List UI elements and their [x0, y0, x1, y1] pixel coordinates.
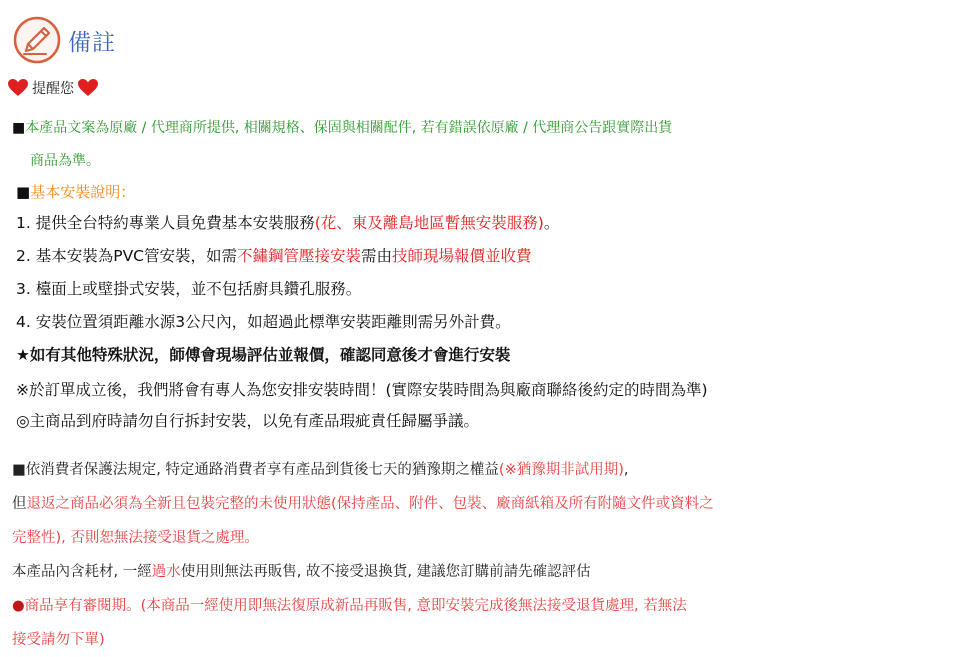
square-bullet: ■ — [12, 120, 26, 136]
policy-line-6: 接受請勿下單) — [12, 632, 105, 648]
note-schedule: ※於訂單成立後，我們將會有專人為您安排安裝時間！(實際安裝時間為與廠商聯絡後約定的時間為準) — [16, 381, 708, 399]
install-item-2 — [16, 240, 559, 273]
item-text: 2. 基本安裝為PVC管安裝，如需 — [16, 247, 237, 265]
policy-highlight: 退返之商品必須為全新且包裝完整的未使用狀態(保持產品、附件、包裝、廠商紙箱及所有附隨文件或資料之 — [26, 496, 714, 512]
heart-icon — [78, 79, 98, 97]
item-text-mid: 需由 — [361, 247, 393, 265]
policy-text: 使用則無法再販售, 故不接受退換貨, 建議您訂購前請先確認評估 — [180, 564, 591, 580]
install-special-note: ★如有其他特殊狀況，師傅會現場評估並報價，確認同意後才會進行安裝 — [16, 346, 511, 364]
note-unboxing: ◎主商品到府時請勿自行拆封安裝，以免有產品瑕疵責任歸屬爭議。 — [16, 412, 480, 430]
disclaimer-paragraph — [12, 112, 952, 178]
notes-header — [12, 14, 116, 66]
install-title-text: 基本安裝說明： — [30, 183, 136, 201]
item-highlight-2: 技師現場報價並收費 — [392, 247, 532, 265]
disclaimer-line-1 — [12, 112, 952, 145]
policy-highlight: (※猶豫期非試用期) — [498, 462, 624, 478]
policy-text: ■依消費者保護法規定, 特定通路消費者享有產品到貨後七天的猶豫期之權益 — [12, 462, 499, 478]
disclaimer-line-2: 商品為準。 — [30, 153, 100, 169]
install-list — [16, 207, 559, 372]
install-section-title — [16, 181, 135, 202]
policy-text: 但 — [12, 496, 27, 512]
reminder-text: 提醒您 — [32, 81, 74, 97]
item-highlight: 不鏽鋼管壓接安裝 — [237, 247, 362, 265]
policy-line-1 — [12, 453, 714, 487]
item-text-end: 。 — [543, 214, 560, 232]
policy-line-4 — [12, 555, 714, 589]
red-dot-icon: ● — [12, 598, 25, 614]
policy-text: , — [623, 462, 629, 478]
disclaimer-text: 本產品文案為原廠 / 代理商所提供, 相關規格、保固與相關配件, 若有錯誤依原廠 / 代理商公告跟實際出貨 — [25, 120, 673, 136]
policy-highlight: 過水 — [151, 564, 181, 580]
notes-block — [16, 375, 708, 437]
reminder-line — [8, 78, 98, 98]
heart-icon — [8, 79, 28, 97]
pencil-icon — [12, 15, 62, 65]
policy-text: 本產品內含耗材, 一經 — [12, 564, 152, 580]
install-item-1 — [16, 207, 559, 240]
policy-line-2 — [12, 487, 714, 521]
return-policy — [12, 453, 714, 657]
policy-highlight: 商品享有審閱期。(本商品一經使用即無法復原成新品再販售, 意即安裝完成後無法接受退貨處理, 若無法 — [24, 598, 687, 614]
item-highlight: (花、東及離島地區暫無安裝服務) — [314, 214, 544, 232]
square-bullet: ■ — [16, 183, 31, 201]
install-item-3: 3. 檯面上或壁掛式安裝，並不包括廚具鑽孔服務。 — [16, 280, 362, 298]
policy-line-3: 完整性), 否則恕無法接受退貨之處理。 — [12, 530, 259, 546]
page-title: 備註 — [68, 29, 116, 56]
install-item-4: 4. 安裝位置須距離水源3公尺內，如超過此標準安裝距離則需另外計費。 — [16, 313, 511, 331]
policy-line-5 — [12, 589, 714, 623]
item-text: 1. 提供全台特約專業人員免費基本安裝服務 — [16, 214, 315, 232]
